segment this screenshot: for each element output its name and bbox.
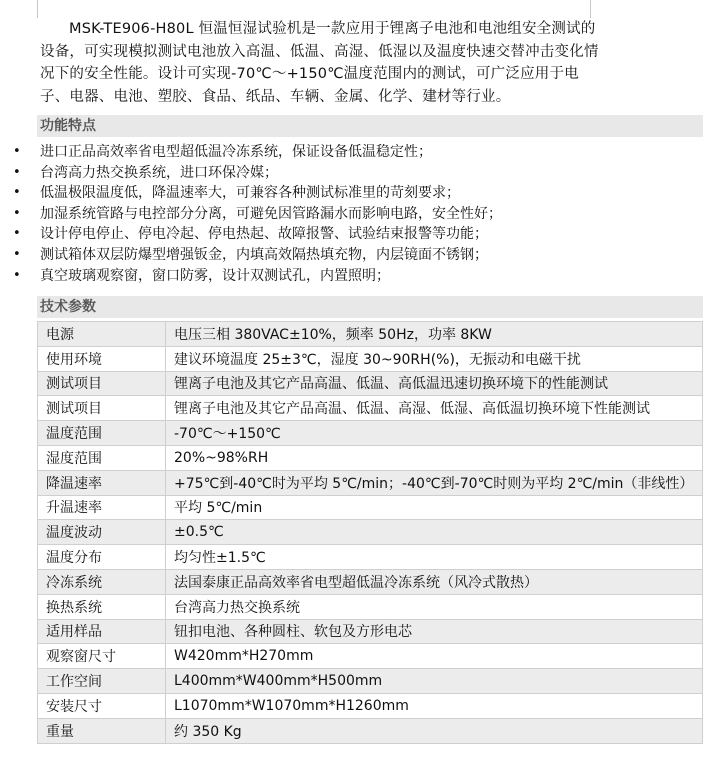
feature-text: 设计停电停止、停电冷起、停电热起、故障报警、试验结束报警等功能； [40, 226, 488, 243]
spec-key: 升温速率 [38, 495, 166, 520]
specs-heading: 技术参数 [37, 296, 703, 318]
spec-key: 测试项目 [38, 371, 166, 396]
spec-key: 工作空间 [38, 669, 166, 694]
bullet-icon: • [13, 205, 21, 221]
spec-value: 建议环境温度 25±3℃，湿度 30~90RH(%)，无振动和电磁干扰 [166, 346, 703, 371]
table-row [38, 520, 703, 545]
list-item [0, 224, 705, 245]
table-row [38, 470, 703, 495]
table-row [38, 545, 703, 570]
bullet-icon: • [13, 185, 21, 201]
spec-key: 湿度范围 [38, 445, 166, 470]
intro-paragraph: MSK-TE906-H80L 恒温恒湿试验机是一款应用于锂离子电池和电池组安全测试的设备，可实现模拟测试电池放入高温、低温、高湿、低湿以及温度快速交替冲击变化情况下的安全性能。设计可实现-70℃～+150℃温度范围内的测试，可广泛应用于电子、电器、电池、塑胶、食品、纸品、车辆、金属、化学、建材等行业。 [40, 21, 599, 105]
feature-text: 测试箱体双层防爆型增强钣金，内填高效隔热填充物，内层镜面不锈钢； [40, 246, 488, 263]
spec-key: 使用环境 [38, 346, 166, 371]
table-row [38, 322, 703, 347]
bullet-icon: • [13, 144, 21, 159]
list-item [0, 142, 705, 163]
crop-mark-left [37, 0, 38, 18]
spec-value: +75℃到-40℃时为平均 5℃/min；-40℃到-70℃时则为平均 2℃/min（非线性） [166, 470, 703, 495]
spec-value: L1070mm*W1070mm*H1260mm [166, 693, 703, 718]
spec-value: 电压三相 380VAC±10%，频率 50Hz，功率 8KW [166, 322, 703, 347]
table-row [38, 693, 703, 718]
table-row [38, 594, 703, 619]
list-item [0, 245, 705, 266]
spec-key: 降温速率 [38, 470, 166, 495]
table-row [38, 495, 703, 520]
crop-mark-right [590, 0, 591, 18]
spec-value: 均匀性±1.5℃ [166, 545, 703, 570]
spec-value: W420mm*H270mm [166, 644, 703, 669]
bullet-icon: • [13, 226, 21, 242]
spec-value: -70℃～+150℃ [166, 421, 703, 446]
spec-key: 电源 [38, 322, 166, 347]
feature-text: 真空玻璃观察窗，窗口防雾，设计双测试孔，内置照明； [40, 267, 390, 284]
spec-key: 重量 [38, 718, 166, 743]
features-list [0, 142, 705, 286]
spec-key: 测试项目 [38, 396, 166, 421]
spec-value: 锂离子电池及其它产品高温、低温、高湿、低湿、高低温切换环境下性能测试 [166, 396, 703, 421]
spec-key: 温度范围 [38, 421, 166, 446]
list-item [0, 204, 705, 225]
spec-value: L400mm*W400mm*H500mm [166, 669, 703, 694]
table-row [38, 421, 703, 446]
table-row [38, 669, 703, 694]
spec-key: 观察窗尺寸 [38, 644, 166, 669]
table-row [38, 644, 703, 669]
feature-text: 低温极限温度低，降温速率大，可兼容各种测试标准里的苛刻要求； [40, 185, 460, 202]
table-row [38, 346, 703, 371]
spec-value: 约 350 Kg [166, 718, 703, 743]
spec-key: 温度分布 [38, 545, 166, 570]
spec-value: 台湾高力热交换系统 [166, 594, 703, 619]
bullet-icon: • [13, 246, 21, 262]
spec-value: 锂离子电池及其它产品高温、低温、高低温迅速切换环境下的性能测试 [166, 371, 703, 396]
spec-value: 平均 5℃/min [166, 495, 703, 520]
spec-value: ±0.5℃ [166, 520, 703, 545]
spec-value: 钮扣电池、各种圆柱、软包及方形电芯 [166, 619, 703, 644]
feature-text: 加湿系统管路与电控部分分离，可避免因管路漏水而影响电路，安全性好； [40, 205, 502, 222]
list-item [0, 183, 705, 204]
spec-key: 冷冻系统 [38, 569, 166, 594]
feature-text: 进口正品高效率省电型超低温冷冻系统，保证设备低温稳定性； [40, 144, 432, 160]
spec-value: 20%~98%RH [166, 445, 703, 470]
features-heading: 功能特点 [37, 115, 703, 137]
table-row [38, 569, 703, 594]
spec-key: 适用样品 [38, 619, 166, 644]
table-row [38, 371, 703, 396]
spec-key: 安装尺寸 [38, 693, 166, 718]
table-row [38, 396, 703, 421]
feature-text: 台湾高力热交换系统，进口环保冷媒； [40, 164, 278, 181]
list-item [0, 163, 705, 184]
list-item [0, 266, 705, 287]
bullet-icon: • [13, 267, 21, 283]
table-row [38, 445, 703, 470]
table-row [38, 718, 703, 743]
specs-table [37, 321, 703, 744]
spec-value: 法国泰康正品高效率省电型超低温冷冻系统（风冷式散热） [166, 569, 703, 594]
spec-key: 换热系统 [38, 594, 166, 619]
bullet-icon: • [13, 164, 21, 180]
table-row [38, 619, 703, 644]
spec-key: 温度波动 [38, 520, 166, 545]
